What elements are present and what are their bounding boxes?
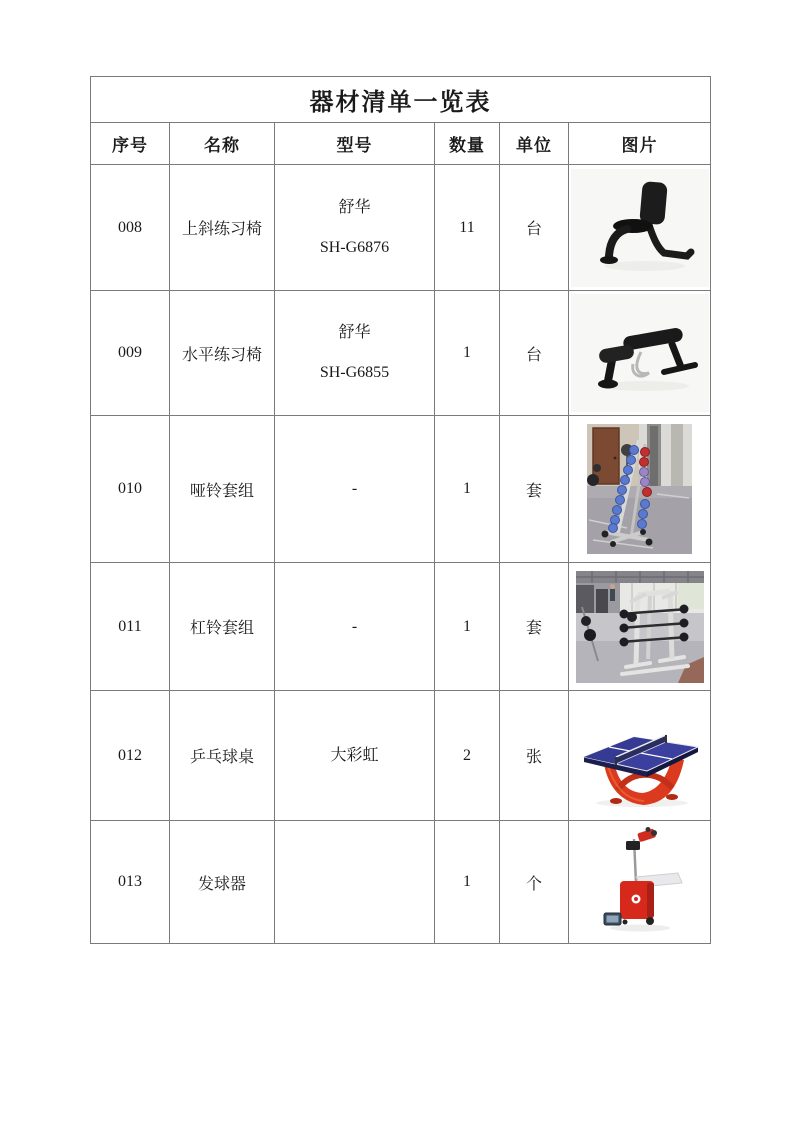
table-row [91,691,711,821]
serial-cell: 013 [91,821,170,944]
image-cell [569,416,711,563]
image-cell [569,165,711,291]
qty-cell: 1 [435,563,500,691]
dumbbell-rack-image [587,424,692,554]
col-header-image: 图片 [569,123,711,165]
incline-exercise-chair-image [571,169,709,287]
col-header-model: 型号 [275,123,435,165]
qty-cell: 2 [435,691,500,821]
ball-serving-machine-image [590,825,690,940]
flat-exercise-bench-image [571,294,709,412]
ping-pong-table-image [572,700,707,812]
model-cell [275,291,435,416]
model-cell [275,165,435,291]
image-cell [569,291,711,416]
model-dash: - [351,480,358,497]
model-cell [275,691,435,821]
unit-cell: 台 [500,165,569,291]
barbell-rack-image [576,571,704,683]
table-row [91,563,711,691]
image-cell [569,563,711,691]
name-cell: 水平练习椅 [170,291,275,416]
unit-cell: 套 [500,563,569,691]
table-row [91,165,711,291]
model-brand: 舒华 [338,324,371,341]
serial-cell: 010 [91,416,170,563]
table-title-row [91,77,711,123]
model-code: SH-G6855 [319,364,390,381]
name-cell: 杠铃套组 [170,563,275,691]
name-cell: 哑铃套组 [170,416,275,563]
serial-cell: 008 [91,165,170,291]
name-cell: 发球器 [170,821,275,944]
unit-cell: 个 [500,821,569,944]
col-header-name: 名称 [170,123,275,165]
qty-cell: 11 [435,165,500,291]
table-header-row [91,123,711,165]
table-row [91,821,711,944]
unit-cell: 台 [500,291,569,416]
model-brand: 舒华 [338,198,371,216]
image-cell [569,691,711,821]
table-row [91,291,711,416]
unit-cell: 套 [500,416,569,563]
col-header-serial: 序号 [91,123,170,165]
name-cell: 上斜练习椅 [170,165,275,291]
model-code: SH-G6876 [319,238,390,256]
table-title: 器材清单一览表 [91,77,711,123]
qty-cell: 1 [435,821,500,944]
model-cell [275,563,435,691]
model-brand: 大彩虹 [330,746,379,764]
model-cell [275,821,435,944]
equipment-list-table [90,76,711,944]
serial-cell: 012 [91,691,170,821]
qty-cell: 1 [435,416,500,563]
unit-cell: 张 [500,691,569,821]
table-row [91,416,711,563]
col-header-qty: 数量 [435,123,500,165]
serial-cell: 009 [91,291,170,416]
qty-cell: 1 [435,291,500,416]
model-dash: - [351,617,358,635]
image-cell [569,821,711,944]
model-cell [275,416,435,563]
name-cell: 乒乓球桌 [170,691,275,821]
col-header-unit: 单位 [500,123,569,165]
serial-cell: 011 [91,563,170,691]
